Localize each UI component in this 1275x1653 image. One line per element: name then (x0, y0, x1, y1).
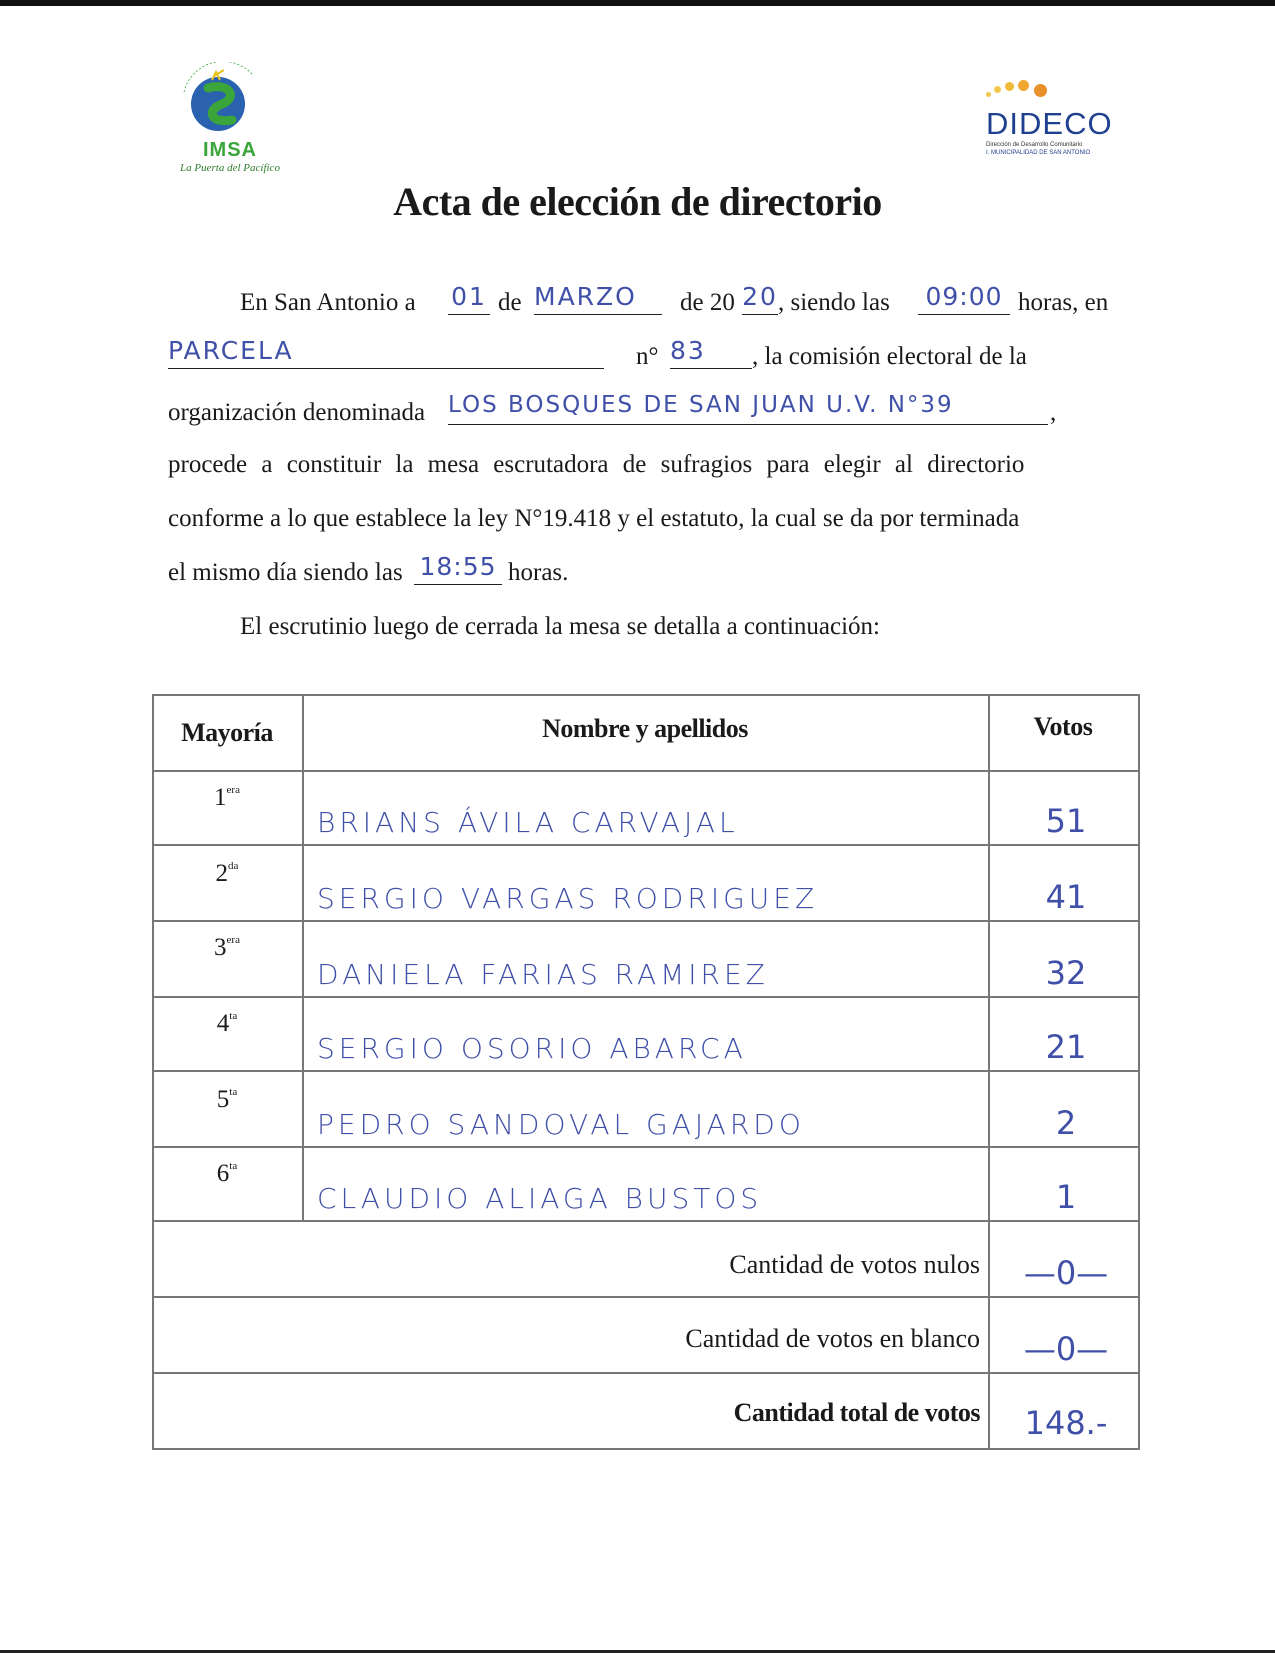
start-hour-field: 09:00 (918, 284, 1010, 315)
body-text: , la comisión electoral de la (752, 343, 1027, 370)
rank-cell: $5^{ta}$ (216, 1086, 238, 1113)
end-hour-field: 18:55 (414, 554, 502, 585)
rank-cell: $6^{ta}$ (216, 1160, 238, 1187)
dideco-subtitle: Dirección de Desarrollo Comunitario (986, 142, 1083, 148)
table-border (152, 1146, 1140, 1148)
dideco-dot-icon (986, 92, 991, 97)
null-votes-value: —0— (1023, 1254, 1109, 1292)
candidate-name: PEDRO SANDOVAL GAJARDO (317, 1108, 805, 1141)
body-text: horas, en (1018, 289, 1109, 316)
table-border (152, 1296, 1140, 1298)
body-text: conforme a lo que establece la ley N°19.418 y el estatuto, la cual se da por terminada (168, 505, 1020, 532)
candidate-votes: 1 (1055, 1178, 1077, 1216)
imsa-wordmark: IMSA (203, 139, 257, 161)
dideco-dot-icon (994, 86, 1001, 93)
table-border (152, 920, 1140, 922)
table-border (152, 1448, 1140, 1450)
place-field: PARCELA (168, 338, 604, 369)
table-border (988, 694, 990, 1448)
body-text: El escrutinio luego de cerrada la mesa se detalla a continuación: (240, 613, 881, 640)
body-text: , siendo las (778, 289, 890, 316)
table-border (152, 1070, 1140, 1072)
rank-cell: $2^{da}$ (215, 860, 239, 887)
dideco-dot-icon (1034, 84, 1047, 97)
candidate-name: SERGIO OSORIO ABARCA (317, 1032, 747, 1065)
candidate-votes: 51 (1045, 802, 1087, 840)
candidate-name: CLAUDIO ALIAGA BUSTOS (317, 1182, 763, 1215)
table-border (152, 1220, 1140, 1222)
body-text: horas. (508, 559, 569, 586)
document-title: Acta de elección de directorio (393, 179, 882, 224)
candidate-name: SERGIO VARGAS RODRIGUEZ (317, 882, 819, 915)
body-text: de 20 (680, 289, 735, 316)
total-votes-label: Cantidad total de votos (733, 1398, 980, 1427)
dideco-dot-icon (1005, 82, 1014, 91)
body-text: procede a constituir la mesa escrutadora de sufragios para elegir al directorio (168, 451, 1025, 478)
table-border (152, 844, 1140, 846)
header-majority: Mayoría (181, 718, 273, 747)
dideco-wordmark: DIDECO (986, 106, 1113, 141)
number-field: 83 (670, 338, 752, 369)
blank-votes-label: Cantidad de votos en blanco (685, 1324, 980, 1353)
body-text: , (1050, 399, 1057, 426)
day-field: 01 (448, 284, 490, 315)
body-line-1 (168, 282, 1120, 330)
candidate-votes: 2 (1055, 1104, 1077, 1142)
body-line-5 (168, 506, 1120, 546)
candidate-votes: 32 (1045, 954, 1087, 992)
rank-cell: $3^{era}$ (214, 934, 240, 961)
candidate-name: BRIANS ÁVILA CARVAJAL (317, 806, 739, 839)
table-border (152, 694, 1140, 696)
table-border (152, 1372, 1140, 1374)
imsa-logo (168, 62, 292, 180)
body-line-2 (168, 336, 1120, 384)
candidate-votes: 41 (1045, 878, 1087, 916)
header-name: Nombre y apellidos (542, 714, 748, 743)
year-field: 20 (742, 284, 778, 315)
body-text: de (498, 289, 522, 316)
body-line-6 (168, 552, 1120, 600)
body-text: el mismo día siendo las (168, 559, 403, 586)
table-border (302, 694, 304, 1220)
body-text: En San Antonio a (240, 289, 416, 316)
imsa-motto: La Puerta del Pacífico (180, 162, 280, 174)
candidate-votes: 21 (1045, 1028, 1087, 1066)
blank-votes-value: —0— (1023, 1330, 1109, 1368)
table-border (152, 770, 1140, 772)
rank-cell: $1^{era}$ (214, 784, 240, 811)
header-votes: Votos (1033, 712, 1093, 741)
organization-field: LOS BOSQUES DE SAN JUAN U.V. N°39 (448, 394, 1048, 425)
total-votes-value: 148.- (1024, 1404, 1108, 1442)
body-line-3 (168, 392, 1120, 440)
rank-cell: $4^{ta}$ (216, 1010, 238, 1037)
table-border (152, 996, 1140, 998)
body-text: organización denominada (168, 399, 426, 426)
body-line-4 (168, 452, 1120, 492)
dideco-municipality: I. MUNICIPALIDAD DE SAN ANTONIO (986, 150, 1091, 156)
scan-top-border (0, 0, 1275, 6)
dideco-dot-icon (1018, 80, 1029, 91)
body-line-7 (168, 614, 1120, 654)
candidate-name: DANIELA FARIAS RAMIREZ (317, 958, 769, 991)
dideco-logo (986, 78, 1116, 164)
null-votes-label: Cantidad de votos nulos (729, 1250, 980, 1279)
body-text: n° (636, 343, 659, 370)
month-field: MARZO (534, 284, 662, 315)
